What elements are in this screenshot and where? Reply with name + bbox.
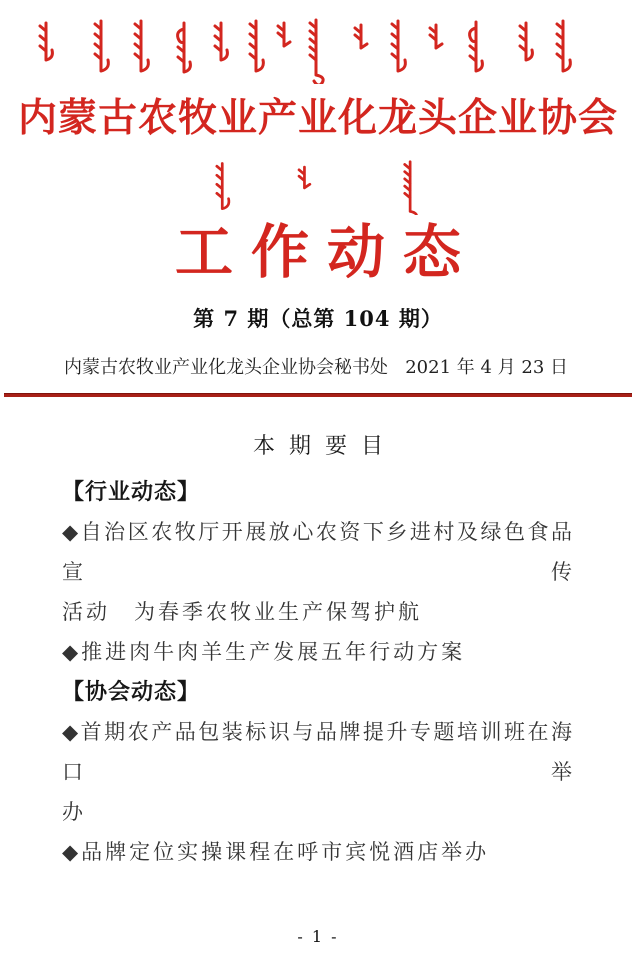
toc-item-line: 活动 为春季农牧业生产保驾护航 (62, 599, 422, 624)
toc-item-line: ◆推进肉牛肉羊生产发展五年行动方案 (62, 639, 466, 664)
association-title: 内蒙古农牧业产业化龙头企业协会 (17, 95, 618, 141)
toc-item-line: 办 (62, 799, 86, 824)
mongolian-script-banner-top-icon (38, 18, 598, 84)
mongolian-script-banner-middle-icon (0, 159, 636, 215)
divider-rule (4, 393, 632, 397)
contents-heading: 本期要目 (252, 433, 397, 459)
bulletin-title: 工作动态 (174, 217, 479, 286)
toc-item-line: ◆自治区农牧厅开展放心农资下乡进村及绿色食品宣传 (62, 519, 574, 584)
issue-number: 第 7 期（总第 104 期） (193, 305, 443, 331)
section-heading-industry: 【行业动态】 (62, 478, 201, 505)
publish-date: 2021 年 4 月 23 日 (405, 356, 568, 378)
publisher-row (0, 353, 636, 379)
page-number: - 1 - (297, 927, 339, 946)
toc-item-line: ◆品牌定位实操课程在呼市宾悦酒店举办 (62, 839, 490, 864)
publisher-name: 内蒙古农牧业产业化龙头企业协会秘书处 (64, 356, 388, 378)
contents-body (0, 472, 636, 872)
toc-item-line: ◆首期农产品包装标识与品牌提升专题培训班在海口举 (62, 719, 574, 784)
section-heading-association: 【协会动态】 (62, 678, 201, 705)
